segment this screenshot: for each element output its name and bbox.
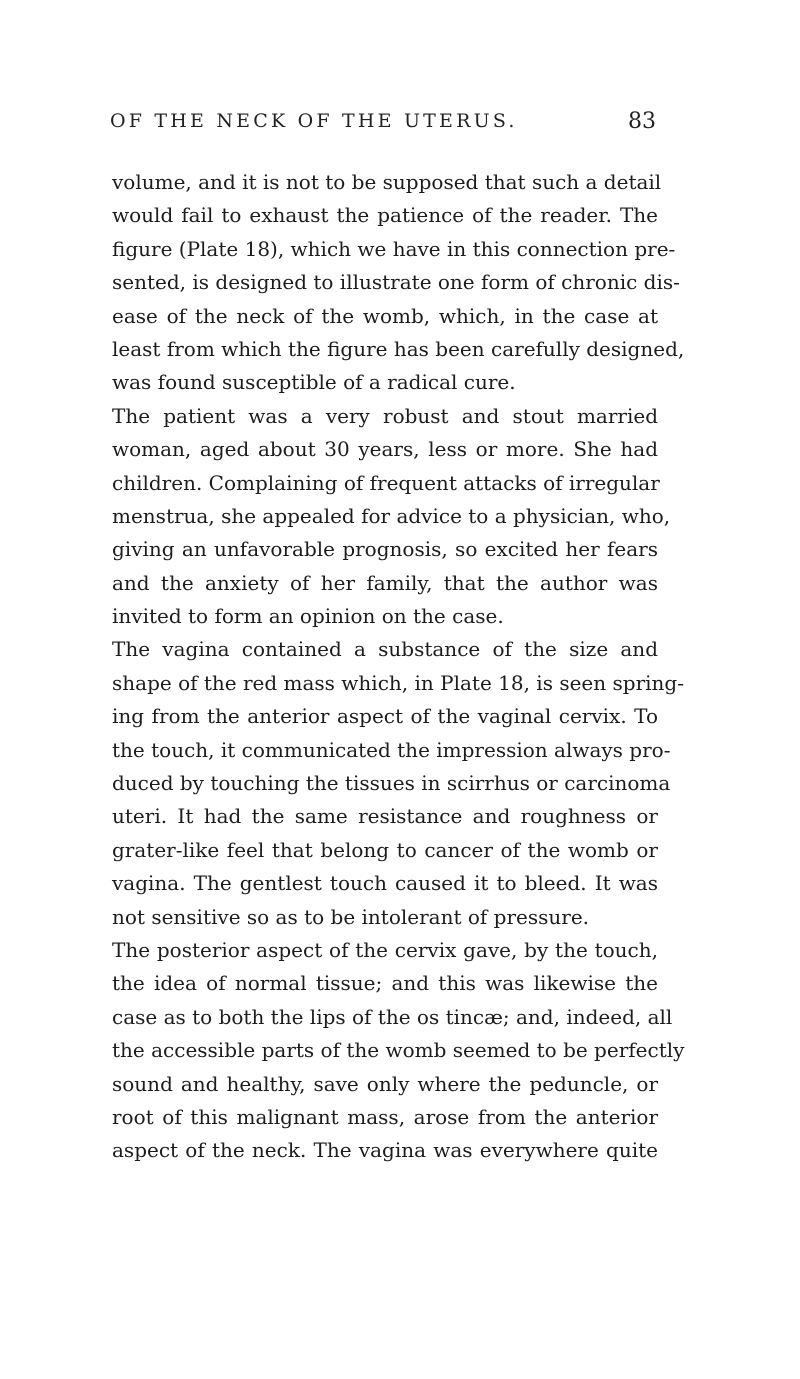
text-line: was found susceptible of a radical cure. <box>112 370 516 395</box>
text-line: and the anxiety of her family, that the author was <box>112 570 658 595</box>
text-line: sound and healthy, save only where the peduncle, or <box>112 1071 658 1096</box>
text-line: grater-like feel that belong to cancer of the womb or <box>112 837 658 862</box>
text-line: figure (Plate 18), which we have in this connection pre- <box>112 236 676 261</box>
text-line: the accessible parts of the womb seemed to be perfectly <box>112 1038 685 1063</box>
text-line: not sensitive so as to be intolerant of pressure. <box>112 904 590 929</box>
text-line: woman, aged about 30 years, less or more. She had <box>112 437 658 462</box>
text-line: duced by touching the tissues in scirrhus or carcinoma <box>112 771 671 796</box>
text-line: aspect of the neck. The vagina was everywhere quite <box>112 1138 658 1163</box>
text-line: volume, and it is not to be supposed that such a detail <box>112 170 662 194</box>
text-line: children. Complaining of frequent attacks of irregular <box>112 470 660 495</box>
text-line: the touch, it communicated the impression always pro- <box>112 737 671 762</box>
text-line: case as to both the lips of the os tincæ; and, indeed, all <box>112 1004 673 1029</box>
text-line: least from which the figure has been carefully designed, <box>112 336 685 361</box>
text-line: invited to form an opinion on the case. <box>112 604 504 629</box>
text-line: vagina. The gentlest touch caused it to bleed. It was <box>112 871 658 896</box>
text-line: ease of the neck of the womb, which, in the case at <box>112 303 658 328</box>
running-title: OF THE NECK OF THE UTERUS. <box>110 110 518 132</box>
text-line: ing from the anterior aspect of the vaginal cervix. To <box>112 704 658 729</box>
running-head <box>110 110 656 150</box>
text-line: the idea of normal tissue; and this was likewise the <box>112 971 658 996</box>
text-line: The vagina contained a substance of the size and <box>112 637 658 662</box>
text-line: The patient was a very robust and stout married <box>112 403 658 428</box>
text-line: giving an unfavorable prognosis, so excited her fears <box>112 537 658 562</box>
text-line: sented, is designed to illustrate one form of chronic dis- <box>112 270 680 295</box>
text-line: shape of the red mass which, in Plate 18, is seen spring- <box>112 670 684 695</box>
body-text <box>112 166 685 1168</box>
text-line: menstrua, she appealed for advice to a physician, who, <box>112 503 671 528</box>
text-line: uteri. It had the same resistance and roughness or <box>112 804 658 829</box>
text-line: root of this malignant mass, arose from the anterior <box>112 1104 658 1129</box>
page-number: 83 <box>628 109 656 134</box>
text-line: would fail to exhaust the patience of the reader. The <box>112 203 658 228</box>
text-line: The posterior aspect of the cervix gave, by the touch, <box>112 937 658 962</box>
